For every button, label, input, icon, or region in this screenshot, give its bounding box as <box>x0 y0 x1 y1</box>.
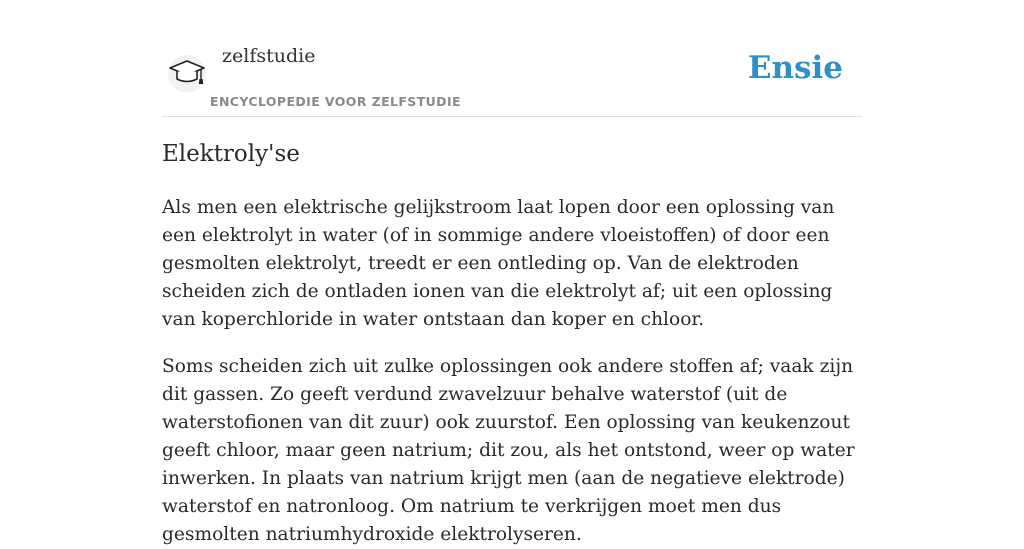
site-tagline: ENCYCLOPEDIE VOOR ZELFSTUDIE <box>210 94 461 109</box>
article-paragraph: Soms scheiden zich uit zulke oplossingen ook andere stoffen af; vaak zijn dit gassen. Zo geeft verdund zwavelzuur behalve waterstof (uit de waterstofionen van dit zuur) ook zuurstof. Een oplossing van keukenzout geeft chloor, maar geen natrium; dit zou, als het ontstond, weer op water inwerken. In plaats van natrium krijgt men (aan de negatieve elektrode) waterstof en natronloog. Om natrium te verkrijgen moet men dus gesmolten natriumhydroxide elektrolyseren. <box>162 356 855 545</box>
site-header <box>162 0 862 117</box>
brand-logo[interactable]: Ensie <box>747 50 843 86</box>
site-name[interactable]: zelfstudie <box>222 45 316 67</box>
article-paragraph: Als men een elektrische gelijkstroom laat lopen door een oplossing van een elektrolyt in water (of in sommige andere vloeistoffen) of door een gesmolten elektrolyt, treedt er een ontleding op. Van de elektroden scheiden zich de ontladen ionen van die elektrolyt af; uit een oplossing van koperchloride in water ontstaan dan koper en chloor. <box>162 197 835 330</box>
article-title: Elektroly'se <box>162 141 300 167</box>
article <box>162 138 862 549</box>
page <box>162 0 862 545</box>
graduation-cap-icon[interactable] <box>167 54 207 92</box>
